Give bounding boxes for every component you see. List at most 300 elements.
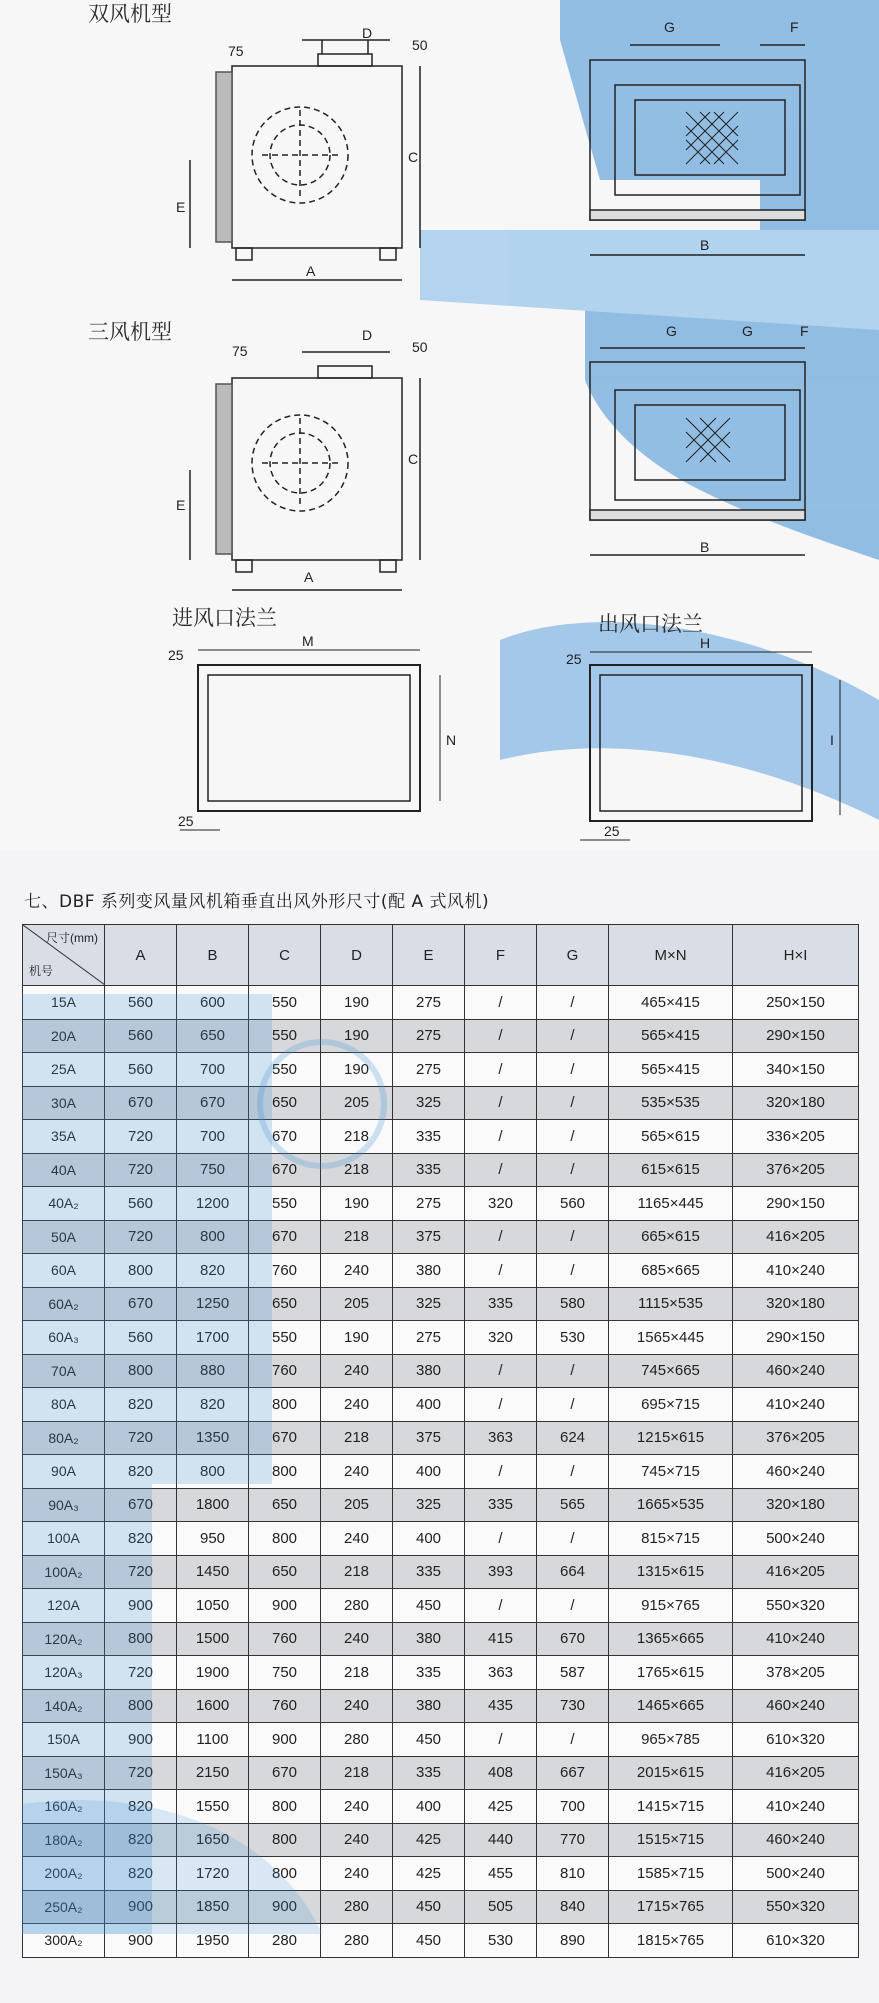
cell-a: 670 bbox=[105, 1488, 177, 1522]
cell-a: 900 bbox=[105, 1890, 177, 1924]
cell-g: 670 bbox=[537, 1622, 609, 1656]
table-row bbox=[23, 1187, 859, 1221]
cell-b: 750 bbox=[177, 1153, 249, 1187]
cell-c: 800 bbox=[249, 1857, 321, 1891]
cell-d: 190 bbox=[321, 1187, 393, 1221]
cell-e: 375 bbox=[393, 1421, 465, 1455]
cell-mxn: 1115×535 bbox=[609, 1287, 733, 1321]
cell-g: 730 bbox=[537, 1689, 609, 1723]
cell-c: 800 bbox=[249, 1455, 321, 1489]
cell-model: 50A bbox=[23, 1220, 105, 1254]
cell-b: 1900 bbox=[177, 1656, 249, 1690]
cell-f: / bbox=[465, 1723, 537, 1757]
cell-mxn: 465×415 bbox=[609, 986, 733, 1020]
cell-f: / bbox=[465, 1354, 537, 1388]
table-row bbox=[23, 1689, 859, 1723]
cell-g: / bbox=[537, 1120, 609, 1154]
table-row bbox=[23, 1589, 859, 1623]
dim-n: N bbox=[446, 732, 457, 748]
table-row bbox=[23, 1388, 859, 1422]
cell-b: 1950 bbox=[177, 1924, 249, 1958]
cell-e: 335 bbox=[393, 1120, 465, 1154]
cell-hxi: 500×240 bbox=[733, 1522, 859, 1556]
cell-d: 280 bbox=[321, 1589, 393, 1623]
cell-b: 700 bbox=[177, 1120, 249, 1154]
cell-hxi: 410×240 bbox=[733, 1254, 859, 1288]
cell-e: 375 bbox=[393, 1220, 465, 1254]
cell-f: / bbox=[465, 1153, 537, 1187]
cell-c: 760 bbox=[249, 1689, 321, 1723]
cell-mxn: 1315×615 bbox=[609, 1555, 733, 1589]
cell-mxn: 1515×715 bbox=[609, 1823, 733, 1857]
cell-e: 275 bbox=[393, 1187, 465, 1221]
cell-mxn: 1765×615 bbox=[609, 1656, 733, 1690]
cell-d: 280 bbox=[321, 1723, 393, 1757]
table-row bbox=[23, 1421, 859, 1455]
cell-model: 30A bbox=[23, 1086, 105, 1120]
cell-a: 670 bbox=[105, 1086, 177, 1120]
dim-e-triple: E bbox=[176, 497, 186, 513]
cell-hxi: 460×240 bbox=[733, 1354, 859, 1388]
cell-c: 750 bbox=[249, 1656, 321, 1690]
cell-d: 190 bbox=[321, 1321, 393, 1355]
cell-hxi: 410×240 bbox=[733, 1622, 859, 1656]
header-hxi: H×I bbox=[733, 925, 859, 986]
cell-f: 505 bbox=[465, 1890, 537, 1924]
table-row bbox=[23, 1019, 859, 1053]
cell-hxi: 376×205 bbox=[733, 1153, 859, 1187]
cell-e: 380 bbox=[393, 1689, 465, 1723]
cell-mxn: 685×665 bbox=[609, 1254, 733, 1288]
cell-g: / bbox=[537, 1522, 609, 1556]
cell-c: 760 bbox=[249, 1622, 321, 1656]
cell-a: 900 bbox=[105, 1723, 177, 1757]
cell-c: 800 bbox=[249, 1522, 321, 1556]
header-a: A bbox=[105, 925, 177, 986]
dim-c-triple: C bbox=[408, 451, 419, 467]
cell-e: 325 bbox=[393, 1086, 465, 1120]
cell-c: 650 bbox=[249, 1287, 321, 1321]
cell-mxn: 1585×715 bbox=[609, 1857, 733, 1891]
cell-a: 560 bbox=[105, 1019, 177, 1053]
dim-d: D bbox=[362, 25, 373, 41]
cell-e: 400 bbox=[393, 1455, 465, 1489]
cell-d: 280 bbox=[321, 1924, 393, 1958]
cell-g: 667 bbox=[537, 1756, 609, 1790]
cell-e: 450 bbox=[393, 1723, 465, 1757]
cell-a: 720 bbox=[105, 1421, 177, 1455]
cell-g: 890 bbox=[537, 1924, 609, 1958]
cell-model: 150A bbox=[23, 1723, 105, 1757]
cell-c: 650 bbox=[249, 1555, 321, 1589]
dim-g: G bbox=[664, 19, 675, 35]
cell-mxn: 1165×445 bbox=[609, 1187, 733, 1221]
cell-d: 190 bbox=[321, 986, 393, 1020]
cell-model: 60A₃ bbox=[23, 1321, 105, 1355]
cell-e: 380 bbox=[393, 1354, 465, 1388]
cell-g: / bbox=[537, 1053, 609, 1087]
dim-d-triple: D bbox=[362, 327, 373, 343]
cell-b: 1550 bbox=[177, 1790, 249, 1824]
cell-mxn: 565×415 bbox=[609, 1019, 733, 1053]
cell-b: 1500 bbox=[177, 1622, 249, 1656]
inlet-flange-title: 进风口法兰 bbox=[172, 606, 277, 630]
cell-a: 560 bbox=[105, 1321, 177, 1355]
cell-mxn: 965×785 bbox=[609, 1723, 733, 1757]
cell-mxn: 565×615 bbox=[609, 1120, 733, 1154]
dim-i: I bbox=[830, 732, 834, 748]
cell-hxi: 336×205 bbox=[733, 1120, 859, 1154]
table-body bbox=[23, 986, 859, 1958]
cell-model: 90A₃ bbox=[23, 1488, 105, 1522]
cell-f: 415 bbox=[465, 1622, 537, 1656]
cell-f: 440 bbox=[465, 1823, 537, 1857]
cell-e: 450 bbox=[393, 1589, 465, 1623]
outlet-flange-title: 出风口法兰 bbox=[598, 612, 703, 636]
cell-e: 425 bbox=[393, 1823, 465, 1857]
cell-hxi: 410×240 bbox=[733, 1388, 859, 1422]
table-row bbox=[23, 1522, 859, 1556]
cell-b: 1100 bbox=[177, 1723, 249, 1757]
cell-a: 720 bbox=[105, 1153, 177, 1187]
cell-model: 15A bbox=[23, 986, 105, 1020]
triple-fan-title: 三风机型 bbox=[88, 320, 172, 344]
cell-d: 240 bbox=[321, 1622, 393, 1656]
header-b: B bbox=[177, 925, 249, 986]
cell-d: 240 bbox=[321, 1254, 393, 1288]
cell-b: 1650 bbox=[177, 1823, 249, 1857]
cell-e: 275 bbox=[393, 1321, 465, 1355]
cell-b: 600 bbox=[177, 986, 249, 1020]
table-row bbox=[23, 1254, 859, 1288]
cell-g: 560 bbox=[537, 1187, 609, 1221]
cell-d: 218 bbox=[321, 1120, 393, 1154]
cell-a: 720 bbox=[105, 1555, 177, 1589]
cell-model: 60A₂ bbox=[23, 1287, 105, 1321]
double-fan-title: 双风机型 bbox=[88, 2, 172, 26]
cell-mxn: 1415×715 bbox=[609, 1790, 733, 1824]
cell-mxn: 565×415 bbox=[609, 1053, 733, 1087]
dim-a-triple: A bbox=[304, 569, 314, 585]
cell-d: 240 bbox=[321, 1689, 393, 1723]
cell-e: 275 bbox=[393, 986, 465, 1020]
cell-model: 80A₂ bbox=[23, 1421, 105, 1455]
cell-model: 80A bbox=[23, 1388, 105, 1422]
table-row bbox=[23, 1823, 859, 1857]
cell-a: 820 bbox=[105, 1455, 177, 1489]
cell-a: 820 bbox=[105, 1857, 177, 1891]
cell-b: 1850 bbox=[177, 1890, 249, 1924]
cell-d: 218 bbox=[321, 1656, 393, 1690]
dim-25-inlet-bottom: 25 bbox=[178, 813, 194, 829]
cell-b: 1450 bbox=[177, 1555, 249, 1589]
cell-b: 1600 bbox=[177, 1689, 249, 1723]
cell-b: 820 bbox=[177, 1388, 249, 1422]
cell-a: 800 bbox=[105, 1354, 177, 1388]
dim-25-outlet-top: 25 bbox=[566, 651, 582, 667]
cell-hxi: 320×180 bbox=[733, 1086, 859, 1120]
cell-e: 335 bbox=[393, 1555, 465, 1589]
dim-c: C bbox=[408, 149, 419, 165]
cell-d: 240 bbox=[321, 1823, 393, 1857]
cell-b: 800 bbox=[177, 1220, 249, 1254]
cell-a: 820 bbox=[105, 1790, 177, 1824]
cell-c: 670 bbox=[249, 1220, 321, 1254]
cell-d: 240 bbox=[321, 1522, 393, 1556]
cell-c: 550 bbox=[249, 1321, 321, 1355]
table-row bbox=[23, 986, 859, 1020]
cell-g: 587 bbox=[537, 1656, 609, 1690]
cell-f: / bbox=[465, 1455, 537, 1489]
cell-model: 250A₂ bbox=[23, 1890, 105, 1924]
cell-mxn: 1365×665 bbox=[609, 1622, 733, 1656]
cell-e: 335 bbox=[393, 1756, 465, 1790]
cell-hxi: 416×205 bbox=[733, 1220, 859, 1254]
cell-a: 560 bbox=[105, 986, 177, 1020]
cell-g: / bbox=[537, 1388, 609, 1422]
cell-d: 240 bbox=[321, 1790, 393, 1824]
cell-g: 840 bbox=[537, 1890, 609, 1924]
cell-b: 670 bbox=[177, 1086, 249, 1120]
cell-f: 408 bbox=[465, 1756, 537, 1790]
cell-hxi: 290×150 bbox=[733, 1321, 859, 1355]
cell-g: 565 bbox=[537, 1488, 609, 1522]
cell-c: 550 bbox=[249, 1053, 321, 1087]
dim-75-triple: 75 bbox=[232, 343, 248, 359]
cell-c: 670 bbox=[249, 1120, 321, 1154]
cell-hxi: 460×240 bbox=[733, 1455, 859, 1489]
cell-mxn: 695×715 bbox=[609, 1388, 733, 1422]
table-title: 七、DBF 系列变风量风机箱垂直出风外形尺寸(配 A 式风机) bbox=[24, 892, 490, 912]
cell-c: 650 bbox=[249, 1086, 321, 1120]
double-fan-side-view bbox=[190, 40, 420, 280]
cell-hxi: 290×150 bbox=[733, 1019, 859, 1053]
cell-e: 380 bbox=[393, 1622, 465, 1656]
cell-hxi: 250×150 bbox=[733, 986, 859, 1020]
header-e: E bbox=[393, 925, 465, 986]
dim-h: H bbox=[700, 635, 711, 651]
cell-a: 820 bbox=[105, 1522, 177, 1556]
header-g: G bbox=[537, 925, 609, 986]
table-row bbox=[23, 1455, 859, 1489]
cell-g: / bbox=[537, 1153, 609, 1187]
cell-hxi: 416×205 bbox=[733, 1756, 859, 1790]
cell-f: / bbox=[465, 986, 537, 1020]
table-row bbox=[23, 1287, 859, 1321]
table-row bbox=[23, 1321, 859, 1355]
corner-top-label: 尺寸(mm) bbox=[46, 931, 98, 945]
cell-mxn: 535×535 bbox=[609, 1086, 733, 1120]
cell-model: 100A bbox=[23, 1522, 105, 1556]
table-row bbox=[23, 1890, 859, 1924]
cell-mxn: 915×765 bbox=[609, 1589, 733, 1623]
cell-g: / bbox=[537, 1723, 609, 1757]
cell-f: 335 bbox=[465, 1287, 537, 1321]
cell-f: 530 bbox=[465, 1924, 537, 1958]
cell-b: 950 bbox=[177, 1522, 249, 1556]
table-header-row bbox=[23, 925, 859, 986]
cell-e: 275 bbox=[393, 1019, 465, 1053]
cell-hxi: 610×320 bbox=[733, 1924, 859, 1958]
cell-g: 580 bbox=[537, 1287, 609, 1321]
cell-b: 1720 bbox=[177, 1857, 249, 1891]
cell-hxi: 460×240 bbox=[733, 1689, 859, 1723]
cell-g: 624 bbox=[537, 1421, 609, 1455]
cell-c: 550 bbox=[249, 1187, 321, 1221]
cell-g: / bbox=[537, 1220, 609, 1254]
cell-model: 100A₂ bbox=[23, 1555, 105, 1589]
cell-a: 560 bbox=[105, 1053, 177, 1087]
dim-a: A bbox=[306, 263, 316, 279]
cell-c: 760 bbox=[249, 1254, 321, 1288]
cell-d: 190 bbox=[321, 1053, 393, 1087]
table-row bbox=[23, 1790, 859, 1824]
cell-model: 60A bbox=[23, 1254, 105, 1288]
cell-f: / bbox=[465, 1019, 537, 1053]
cell-model: 40A bbox=[23, 1153, 105, 1187]
cell-f: 455 bbox=[465, 1857, 537, 1891]
cell-model: 160A₂ bbox=[23, 1790, 105, 1824]
dim-25-outlet-bottom: 25 bbox=[604, 823, 620, 839]
cell-g: / bbox=[537, 986, 609, 1020]
cell-hxi: 376×205 bbox=[733, 1421, 859, 1455]
cell-model: 40A₂ bbox=[23, 1187, 105, 1221]
dim-f-triple: F bbox=[800, 323, 809, 339]
header-f: F bbox=[465, 925, 537, 986]
cell-a: 900 bbox=[105, 1924, 177, 1958]
dim-b-triple: B bbox=[700, 539, 710, 555]
cell-g: 530 bbox=[537, 1321, 609, 1355]
cell-b: 1200 bbox=[177, 1187, 249, 1221]
cell-g: / bbox=[537, 1589, 609, 1623]
cell-f: 320 bbox=[465, 1321, 537, 1355]
cell-b: 1700 bbox=[177, 1321, 249, 1355]
cell-d: 240 bbox=[321, 1388, 393, 1422]
cell-a: 720 bbox=[105, 1120, 177, 1154]
cell-e: 325 bbox=[393, 1287, 465, 1321]
cell-model: 300A₂ bbox=[23, 1924, 105, 1958]
cell-f: / bbox=[465, 1254, 537, 1288]
cell-e: 450 bbox=[393, 1890, 465, 1924]
dim-b: B bbox=[700, 237, 710, 253]
cell-c: 550 bbox=[249, 1019, 321, 1053]
table-row bbox=[23, 1153, 859, 1187]
cell-c: 650 bbox=[249, 1488, 321, 1522]
cell-hxi: 610×320 bbox=[733, 1723, 859, 1757]
cell-a: 900 bbox=[105, 1589, 177, 1623]
cell-d: 205 bbox=[321, 1287, 393, 1321]
cell-c: 900 bbox=[249, 1890, 321, 1924]
cell-e: 400 bbox=[393, 1790, 465, 1824]
cell-b: 800 bbox=[177, 1455, 249, 1489]
table-row bbox=[23, 1354, 859, 1388]
cell-c: 670 bbox=[249, 1421, 321, 1455]
cell-g: 700 bbox=[537, 1790, 609, 1824]
cell-hxi: 290×150 bbox=[733, 1187, 859, 1221]
cell-a: 720 bbox=[105, 1756, 177, 1790]
watermark bbox=[420, 0, 879, 820]
cell-b: 820 bbox=[177, 1254, 249, 1288]
cell-b: 1050 bbox=[177, 1589, 249, 1623]
cell-f: / bbox=[465, 1388, 537, 1422]
table-row bbox=[23, 1086, 859, 1120]
dim-75: 75 bbox=[228, 43, 244, 59]
cell-f: / bbox=[465, 1589, 537, 1623]
cell-a: 560 bbox=[105, 1187, 177, 1221]
cell-f: 363 bbox=[465, 1656, 537, 1690]
dim-m: M bbox=[302, 633, 314, 649]
cell-model: 120A₂ bbox=[23, 1622, 105, 1656]
table-row bbox=[23, 1555, 859, 1589]
cell-c: 800 bbox=[249, 1823, 321, 1857]
cell-f: / bbox=[465, 1220, 537, 1254]
dim-25-inlet-top: 25 bbox=[168, 647, 184, 663]
cell-model: 90A bbox=[23, 1455, 105, 1489]
cell-hxi: 320×180 bbox=[733, 1287, 859, 1321]
table-row bbox=[23, 1220, 859, 1254]
header-c: C bbox=[249, 925, 321, 986]
cell-a: 720 bbox=[105, 1220, 177, 1254]
cell-hxi: 550×320 bbox=[733, 1890, 859, 1924]
cell-f: / bbox=[465, 1120, 537, 1154]
cell-model: 120A₃ bbox=[23, 1656, 105, 1690]
cell-f: 425 bbox=[465, 1790, 537, 1824]
cell-g: 810 bbox=[537, 1857, 609, 1891]
cell-e: 335 bbox=[393, 1153, 465, 1187]
cell-b: 2150 bbox=[177, 1756, 249, 1790]
cell-model: 35A bbox=[23, 1120, 105, 1154]
cell-f: 393 bbox=[465, 1555, 537, 1589]
dimension-table bbox=[22, 924, 859, 1958]
cell-g: / bbox=[537, 1455, 609, 1489]
cell-c: 800 bbox=[249, 1790, 321, 1824]
cell-c: 760 bbox=[249, 1354, 321, 1388]
cell-model: 25A bbox=[23, 1053, 105, 1087]
table-row bbox=[23, 1120, 859, 1154]
triple-fan-side-view bbox=[190, 352, 420, 590]
cell-b: 1800 bbox=[177, 1488, 249, 1522]
corner-cell bbox=[23, 925, 105, 986]
cell-e: 275 bbox=[393, 1053, 465, 1087]
cell-mxn: 1815×765 bbox=[609, 1924, 733, 1958]
cell-f: / bbox=[465, 1086, 537, 1120]
cell-model: 180A₂ bbox=[23, 1823, 105, 1857]
cell-a: 720 bbox=[105, 1656, 177, 1690]
cell-e: 425 bbox=[393, 1857, 465, 1891]
cell-f: / bbox=[465, 1522, 537, 1556]
cell-d: 218 bbox=[321, 1555, 393, 1589]
cell-mxn: 1715×765 bbox=[609, 1890, 733, 1924]
cell-c: 550 bbox=[249, 986, 321, 1020]
cell-hxi: 500×240 bbox=[733, 1857, 859, 1891]
cell-g: 664 bbox=[537, 1555, 609, 1589]
cell-hxi: 416×205 bbox=[733, 1555, 859, 1589]
cell-d: 218 bbox=[321, 1220, 393, 1254]
dimension-table-wrap bbox=[22, 924, 858, 1958]
cell-model: 70A bbox=[23, 1354, 105, 1388]
cell-mxn: 2015×615 bbox=[609, 1756, 733, 1790]
cell-a: 820 bbox=[105, 1823, 177, 1857]
table-row bbox=[23, 1723, 859, 1757]
cell-c: 900 bbox=[249, 1723, 321, 1757]
header-mxn: M×N bbox=[609, 925, 733, 986]
cell-f: 335 bbox=[465, 1488, 537, 1522]
cell-d: 218 bbox=[321, 1153, 393, 1187]
table-row bbox=[23, 1488, 859, 1522]
cell-mxn: 1565×445 bbox=[609, 1321, 733, 1355]
table-row bbox=[23, 1857, 859, 1891]
cell-d: 190 bbox=[321, 1019, 393, 1053]
